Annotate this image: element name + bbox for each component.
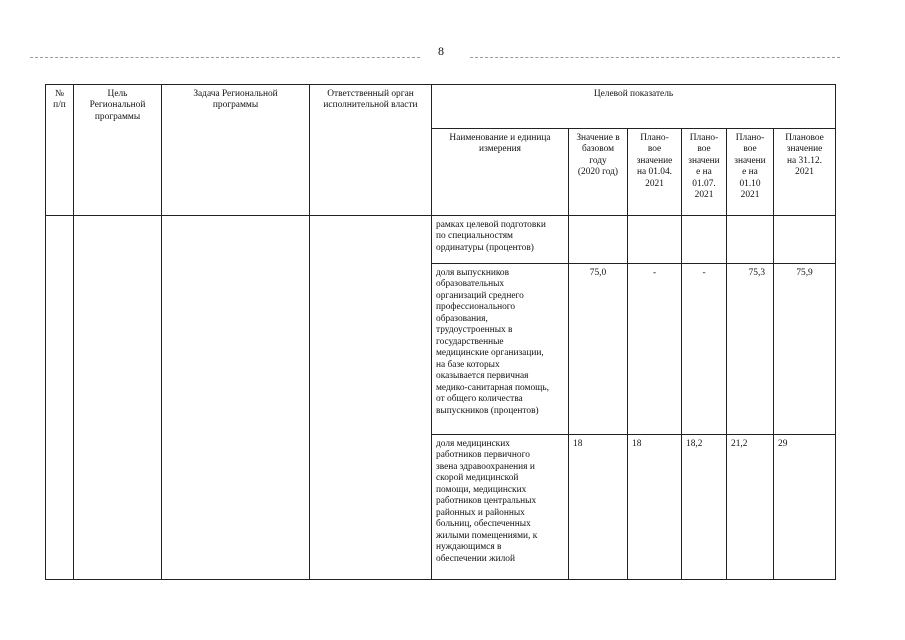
cell-goal [74,216,162,580]
col-header-indicator-name: Наименование и единица измерения [432,129,569,216]
col-header-target-indicator: Целевой показатель [432,85,836,129]
cell-plan-q3 [727,216,774,264]
col-header-plan-q2: Плано- вое значени е на 01.07. 2021 [682,129,727,216]
cell-indicator-name: доля медицинских работников первичного звена здравоохранения и скорой медицинской помощи, медицинских работников центральных районных и районных больниц, обеспеченных жилыми помещениями, к нуждающимся в обеспечении жилой [432,435,569,580]
page-number: 8 [438,44,444,58]
col-header-number: № п/п [46,85,74,216]
col-header-task: Задача Региональной программы [162,85,310,216]
cell-plan-q1: 18 [628,435,682,580]
cell-indicator-name: доля выпускников образовательных организаций среднего профессионального образования, трудоустроенных в государственные медицинские организации, на базе которых оказывается первичная медико-санитарная помощь, от общего количества выпускников (процентов) [432,264,569,435]
cell-indicator-name: рамках целевой подготовки по специальностям ординатуры (процентов) [432,216,569,264]
cell-plan-year [774,216,836,264]
cell-plan-year: 29 [774,435,836,580]
cell-plan-q2 [682,216,727,264]
col-header-plan-q3: Плано- вое значени е на 01.10 2021 [727,129,774,216]
col-header-responsible: Ответственный орган исполнительной власти [310,85,432,216]
table-row [46,216,836,264]
col-header-plan-q1: Плано- вое значение на 01.04. 2021 [628,129,682,216]
header-dashes-right [470,57,840,58]
target-indicators-table [45,84,836,580]
cell-plan-q2: 18,2 [682,435,727,580]
cell-base-value: 18 [569,435,628,580]
col-header-plan-year: Плановое значение на 31.12. 2021 [774,129,836,216]
col-header-base-value: Значение в базовом году (2020 год) [569,129,628,216]
cell-plan-q1: - [628,264,682,435]
col-header-goal: Цель Региональной программы [74,85,162,216]
cell-responsible [310,216,432,580]
cell-base-value: 75,0 [569,264,628,435]
cell-plan-q1 [628,216,682,264]
header-dashes-left [30,57,420,58]
header-row-top [46,85,836,129]
cell-base-value [569,216,628,264]
cell-plan-q2: - [682,264,727,435]
cell-plan-q3: 75,3 [727,264,774,435]
cell-task [162,216,310,580]
cell-number [46,216,74,580]
cell-plan-year: 75,9 [774,264,836,435]
cell-plan-q3: 21,2 [727,435,774,580]
